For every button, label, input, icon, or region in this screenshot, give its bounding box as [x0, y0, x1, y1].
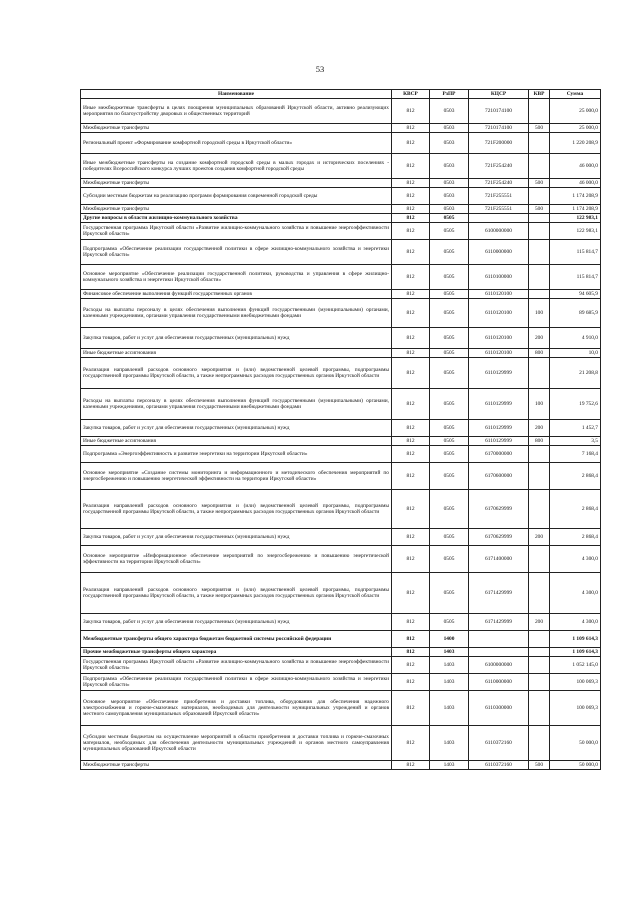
cell-kvr: 800 — [529, 349, 550, 358]
cell-rzpr: 0503 — [430, 99, 469, 124]
cell-kcsr: 6171429999 — [469, 614, 529, 631]
cell-kvsr: 812 — [392, 99, 430, 124]
cell-sum: 1 109 614,3 — [550, 648, 601, 657]
cell-rzpr: 0505 — [430, 420, 469, 437]
cell-sum: 25 000,0 — [550, 99, 601, 124]
cell-kvr: 100 — [529, 389, 550, 420]
cell-sum: 100 069,3 — [550, 674, 601, 691]
cell-kcsr: 6100000000 — [469, 657, 529, 674]
cell-name: Межбюджетные трансферты — [81, 205, 392, 214]
cell-kcsr: 6170000000 — [469, 446, 529, 463]
cell-kcsr: 6171400000 — [469, 546, 529, 573]
table-row — [81, 154, 601, 179]
cell-sum: 1 174 208,9 — [550, 205, 601, 214]
cell-kvsr: 812 — [392, 614, 430, 631]
cell-kvsr: 812 — [392, 389, 430, 420]
cell-kvsr: 812 — [392, 691, 430, 726]
cell-rzpr: 0503 — [430, 154, 469, 179]
header-kvr: КВР — [529, 90, 550, 99]
cell-kcsr: 6110120100 — [469, 349, 529, 358]
cell-kvr — [529, 691, 550, 726]
cell-rzpr: 0505 — [430, 214, 469, 223]
cell-sum: 19 752,6 — [550, 389, 601, 420]
cell-rzpr: 0505 — [430, 446, 469, 463]
budget-table — [80, 89, 601, 770]
cell-rzpr: 0503 — [430, 179, 469, 188]
cell-kvsr: 812 — [392, 154, 430, 179]
table-row — [81, 389, 601, 420]
cell-sum: 10,0 — [550, 349, 601, 358]
cell-kcsr — [469, 631, 529, 648]
cell-kcsr: 6110000000 — [469, 674, 529, 691]
cell-kvr — [529, 463, 550, 490]
cell-kvsr: 812 — [392, 188, 430, 205]
cell-kvr — [529, 240, 550, 265]
cell-sum: 46 000,0 — [550, 179, 601, 188]
cell-name: Закупка товаров, работ и услуг для обеспечения государственных (муниципальных) нужд — [81, 614, 392, 631]
cell-kvsr: 812 — [392, 631, 430, 648]
table-row — [81, 223, 601, 240]
cell-name: Основное мероприятие «Информационное обеспечение мероприятий по энергосбережению и повышению энергетической эффективности на территории Иркутской области» — [81, 546, 392, 573]
table-row — [81, 631, 601, 648]
cell-rzpr: 1403 — [430, 761, 469, 770]
cell-rzpr: 0505 — [430, 463, 469, 490]
cell-kcsr: 6110129999 — [469, 420, 529, 437]
cell-kvr — [529, 133, 550, 154]
cell-kcsr: 6110300000 — [469, 691, 529, 726]
cell-kvr — [529, 290, 550, 299]
table-row — [81, 99, 601, 124]
cell-kcsr: 7210174100 — [469, 124, 529, 133]
table-row — [81, 205, 601, 214]
cell-kvsr: 812 — [392, 420, 430, 437]
table-row — [81, 614, 601, 631]
cell-name: Субсидии местным бюджетам на реализацию программ формирования современной городской среды — [81, 188, 392, 205]
table-row — [81, 490, 601, 529]
cell-name: Государственная программа Иркутской области «Развитие жилищно-коммунального хозяйства и повышение энергоэффективности Иркутской области» — [81, 657, 392, 674]
cell-rzpr: 0505 — [430, 299, 469, 328]
cell-sum: 50 000,0 — [550, 761, 601, 770]
cell-kcsr: 6110100000 — [469, 265, 529, 290]
table-row — [81, 674, 601, 691]
cell-sum: 7 168,4 — [550, 446, 601, 463]
table-row — [81, 358, 601, 389]
cell-rzpr: 0503 — [430, 133, 469, 154]
cell-kvr — [529, 726, 550, 761]
cell-sum: 21 208,8 — [550, 358, 601, 389]
table-row — [81, 328, 601, 349]
table-row — [81, 546, 601, 573]
cell-rzpr: 0505 — [430, 223, 469, 240]
cell-sum: 94 605,9 — [550, 290, 601, 299]
cell-kvr — [529, 446, 550, 463]
table-row — [81, 265, 601, 290]
cell-kvr — [529, 573, 550, 614]
header-rzpr: РзПР — [430, 90, 469, 99]
cell-sum: 1 220 208,9 — [550, 133, 601, 154]
table-row — [81, 446, 601, 463]
cell-rzpr: 1400 — [430, 631, 469, 648]
cell-sum: 4 910,0 — [550, 328, 601, 349]
cell-kcsr: 721F254240 — [469, 154, 529, 179]
cell-kcsr — [469, 648, 529, 657]
cell-sum: 1 452,7 — [550, 420, 601, 437]
cell-kvr: 800 — [529, 437, 550, 446]
cell-name: Расходы на выплаты персоналу в целях обеспечения выполнения функций государственными (муниципальными) органами, казенными учреждениями, органами управления государственными внебюджетными фондами — [81, 389, 392, 420]
cell-sum: 100 069,3 — [550, 691, 601, 726]
cell-kcsr: 6170629999 — [469, 490, 529, 529]
cell-kvr: 200 — [529, 328, 550, 349]
cell-name: Иные бюджетные ассигнования — [81, 349, 392, 358]
cell-kvsr: 812 — [392, 290, 430, 299]
cell-kvsr: 812 — [392, 133, 430, 154]
cell-kvr — [529, 99, 550, 124]
table-row — [81, 573, 601, 614]
cell-rzpr: 0505 — [430, 490, 469, 529]
cell-kcsr: 6110129999 — [469, 389, 529, 420]
cell-rzpr: 0503 — [430, 205, 469, 214]
cell-kcsr: 721F200000 — [469, 133, 529, 154]
cell-name: Иные бюджетные ассигнования — [81, 437, 392, 446]
cell-rzpr: 0505 — [430, 328, 469, 349]
cell-rzpr: 1403 — [430, 657, 469, 674]
cell-name: Подпрограмма «Энергоэффективность и развитие энергетики на территории Иркутской области» — [81, 446, 392, 463]
cell-rzpr: 1403 — [430, 726, 469, 761]
header-kvsr: КВСР — [392, 90, 430, 99]
cell-kcsr: 721F254240 — [469, 179, 529, 188]
cell-name: Реализация направлений расходов основного мероприятия и (или) ведомственной целевой программы, подпрограммы государственной программы Иркутской области, а также непрограммных расходов государственных органов Иркутской области — [81, 358, 392, 389]
cell-kvsr: 812 — [392, 573, 430, 614]
header-sum: Сумма — [550, 90, 601, 99]
cell-rzpr: 0505 — [430, 349, 469, 358]
cell-kvr: 500 — [529, 205, 550, 214]
table-row — [81, 240, 601, 265]
cell-rzpr: 0503 — [430, 188, 469, 205]
cell-rzpr: 0505 — [430, 265, 469, 290]
table-row — [81, 179, 601, 188]
cell-kvr: 500 — [529, 761, 550, 770]
cell-kcsr: 6110120100 — [469, 299, 529, 328]
cell-kvr — [529, 214, 550, 223]
cell-kcsr — [469, 214, 529, 223]
cell-name: Реализация направлений расходов основного мероприятия и (или) ведомственной целевой программы, подпрограммы государственной программы Иркутской области, а также непрограммных расходов государственных органов Иркутской области — [81, 573, 392, 614]
cell-rzpr: 0505 — [430, 573, 469, 614]
cell-name: Прочие межбюджетные трансферты общего характера — [81, 648, 392, 657]
cell-kvr — [529, 154, 550, 179]
cell-kcsr: 721F255551 — [469, 205, 529, 214]
cell-kcsr: 6110120100 — [469, 328, 529, 349]
cell-name: Реализация направлений расходов основного мероприятия и (или) ведомственной целевой программы, подпрограммы государственной программы Иркутской области, а также непрограммных расходов государственных органов Иркутской области — [81, 490, 392, 529]
cell-name: Основное мероприятие «Обеспечение приобретения и доставки топлива, оборудования для обеспечения надежного электроснабжения и горюче-смазочных материалов, необходимых для деятельности муниципальных учреждений и органов местного самоуправления муниципальных образований Иркутской области» — [81, 691, 392, 726]
cell-sum: 4 300,0 — [550, 614, 601, 631]
cell-name: Субсидии местным бюджетам на осуществление мероприятий в области приобретения и доставки топлива и горюче-смазочных материалов, необходимых для обеспечения деятельности муниципальных учреждений и органов местного самоуправления муниципальных образований Иркутской области — [81, 726, 392, 761]
cell-name: Государственная программа Иркутской области «Развитие жилищно-коммунального хозяйства и повышение энергоэффективности Иркутской области» — [81, 223, 392, 240]
cell-sum: 89 685,9 — [550, 299, 601, 328]
cell-sum: 50 000,0 — [550, 726, 601, 761]
cell-kcsr: 6110372160 — [469, 726, 529, 761]
cell-kvsr: 812 — [392, 349, 430, 358]
cell-name: Расходы на выплаты персоналу в целях обеспечения выполнения функций государственными (муниципальными) органами, казенными учреждениями, органами управления государственными внебюджетными фондами — [81, 299, 392, 328]
table-row — [81, 529, 601, 546]
cell-rzpr: 0505 — [430, 546, 469, 573]
cell-kvsr: 812 — [392, 490, 430, 529]
cell-name: Подпрограмма «Обеспечение реализации государственной политики в сфере жилищно-коммунального хозяйства и энергетики Иркутской области» — [81, 674, 392, 691]
cell-rzpr: 0505 — [430, 290, 469, 299]
cell-kvr — [529, 648, 550, 657]
cell-sum: 122 983,1 — [550, 223, 601, 240]
table-row — [81, 420, 601, 437]
table-row — [81, 657, 601, 674]
cell-sum: 3,5 — [550, 437, 601, 446]
cell-kvsr: 812 — [392, 761, 430, 770]
cell-kcsr: 6170629999 — [469, 529, 529, 546]
table-row — [81, 124, 601, 133]
cell-kvr: 200 — [529, 420, 550, 437]
cell-rzpr: 1403 — [430, 691, 469, 726]
cell-kcsr: 6110372160 — [469, 761, 529, 770]
cell-name: Закупка товаров, работ и услуг для обеспечения государственных (муниципальных) нужд — [81, 420, 392, 437]
table-row — [81, 463, 601, 490]
table-row — [81, 691, 601, 726]
cell-name: Другие вопросы в области жилищно-коммунального хозяйства — [81, 214, 392, 223]
cell-kvr: 100 — [529, 299, 550, 328]
cell-sum: 4 300,0 — [550, 573, 601, 614]
cell-kvsr: 812 — [392, 546, 430, 573]
cell-sum: 46 000,0 — [550, 154, 601, 179]
cell-name: Иные межбюджетные трансферты в целях поощрения муниципальных образований Иркутской области, активно реализующих мероприятия по благоустройству дворовых и общественных территорий — [81, 99, 392, 124]
cell-kvsr: 812 — [392, 179, 430, 188]
cell-rzpr: 0505 — [430, 358, 469, 389]
cell-kcsr: 6110129999 — [469, 358, 529, 389]
cell-kvr: 500 — [529, 179, 550, 188]
cell-kvr: 500 — [529, 124, 550, 133]
cell-kvsr: 812 — [392, 328, 430, 349]
table-row — [81, 214, 601, 223]
cell-kvr: 200 — [529, 529, 550, 546]
cell-kcsr: 7210174100 — [469, 99, 529, 124]
cell-name: Подпрограмма «Обеспечение реализации государственной политики в сфере жилищно-коммунального хозяйства и энергетики Иркутской области» — [81, 240, 392, 265]
cell-kvr — [529, 657, 550, 674]
table-row — [81, 349, 601, 358]
cell-kvsr: 812 — [392, 265, 430, 290]
table-body — [81, 99, 601, 770]
cell-kvsr: 812 — [392, 446, 430, 463]
cell-kcsr: 6170600000 — [469, 463, 529, 490]
table-row — [81, 133, 601, 154]
cell-name: Межбюджетные трансферты — [81, 179, 392, 188]
cell-kvr — [529, 265, 550, 290]
cell-sum: 25 000,0 — [550, 124, 601, 133]
cell-kcsr: 6110120100 — [469, 290, 529, 299]
cell-kvr — [529, 188, 550, 205]
table-row — [81, 726, 601, 761]
cell-kvsr: 812 — [392, 299, 430, 328]
cell-kcsr: 6110129999 — [469, 437, 529, 446]
table-row — [81, 299, 601, 328]
cell-sum: 2 868,4 — [550, 463, 601, 490]
cell-kvsr: 812 — [392, 726, 430, 761]
page-number: 53 — [315, 64, 325, 74]
cell-sum: 115 814,7 — [550, 265, 601, 290]
cell-rzpr: 0505 — [430, 437, 469, 446]
cell-kcsr: 6171429999 — [469, 573, 529, 614]
cell-rzpr: 0503 — [430, 124, 469, 133]
cell-kvsr: 812 — [392, 358, 430, 389]
cell-kvr: 200 — [529, 614, 550, 631]
header-kcsr: КЦСР — [469, 90, 529, 99]
cell-name: Межбюджетные трансферты общего характера бюджетам бюджетной системы российской федерации — [81, 631, 392, 648]
cell-rzpr: 0505 — [430, 614, 469, 631]
cell-kvr — [529, 674, 550, 691]
cell-name: Закупка товаров, работ и услуг для обеспечения государственных (муниципальных) нужд — [81, 529, 392, 546]
cell-kvr — [529, 358, 550, 389]
cell-kvsr: 812 — [392, 529, 430, 546]
cell-sum: 4 300,0 — [550, 546, 601, 573]
cell-sum: 2 868,4 — [550, 490, 601, 529]
cell-sum: 2 868,4 — [550, 529, 601, 546]
cell-name: Межбюджетные трансферты — [81, 761, 392, 770]
table-header-row — [81, 90, 601, 99]
cell-name: Иные межбюджетные трансферты на создание комфортной городской среды в малых городах и исторических поселениях - победителях Всероссийского конкурса лучших проектов создания комфортной городской среды — [81, 154, 392, 179]
cell-kcsr: 6110000000 — [469, 240, 529, 265]
cell-kvr — [529, 490, 550, 529]
cell-kvsr: 812 — [392, 648, 430, 657]
cell-kvsr: 812 — [392, 437, 430, 446]
cell-name: Финансовое обеспечение выполнения функций государственных органов — [81, 290, 392, 299]
cell-kvsr: 812 — [392, 223, 430, 240]
cell-kvr — [529, 631, 550, 648]
header-name: Наименование — [81, 90, 392, 99]
table-row — [81, 290, 601, 299]
cell-sum: 1 109 614,3 — [550, 631, 601, 648]
cell-name: Основное мероприятие «Обеспечение реализации государственной политики, руководства и управления в сфере жилищно-коммунального хозяйства и энергетики Иркутской области» — [81, 265, 392, 290]
cell-name: Межбюджетные трансферты — [81, 124, 392, 133]
cell-sum: 122 983,1 — [550, 214, 601, 223]
cell-rzpr: 1403 — [430, 648, 469, 657]
cell-kvsr: 812 — [392, 657, 430, 674]
cell-sum: 1 174 208,9 — [550, 188, 601, 205]
table-row — [81, 648, 601, 657]
cell-rzpr: 0505 — [430, 389, 469, 420]
cell-rzpr: 0505 — [430, 529, 469, 546]
cell-sum: 115 814,7 — [550, 240, 601, 265]
cell-kcsr: 721F255551 — [469, 188, 529, 205]
cell-name: Региональный проект «Формирование комфортной городской среды в Иркутской области» — [81, 133, 392, 154]
cell-kvsr: 812 — [392, 124, 430, 133]
cell-rzpr: 1403 — [430, 674, 469, 691]
table-row — [81, 761, 601, 770]
cell-kcsr: 6100000000 — [469, 223, 529, 240]
cell-kvsr: 812 — [392, 205, 430, 214]
cell-sum: 1 052 145,0 — [550, 657, 601, 674]
cell-kvsr: 812 — [392, 240, 430, 265]
cell-kvsr: 812 — [392, 214, 430, 223]
cell-name: Закупка товаров, работ и услуг для обеспечения государственных (муниципальных) нужд — [81, 328, 392, 349]
cell-rzpr: 0505 — [430, 240, 469, 265]
cell-name: Основное мероприятие «Создание системы мониторинга и информационного и методического обеспечения мероприятий по энергосбережению и повышению энергетической эффективности на территории Иркутской области» — [81, 463, 392, 490]
table-row — [81, 437, 601, 446]
table-row — [81, 188, 601, 205]
cell-kvsr: 812 — [392, 674, 430, 691]
cell-kvr — [529, 546, 550, 573]
cell-kvsr: 812 — [392, 463, 430, 490]
cell-kvr — [529, 223, 550, 240]
